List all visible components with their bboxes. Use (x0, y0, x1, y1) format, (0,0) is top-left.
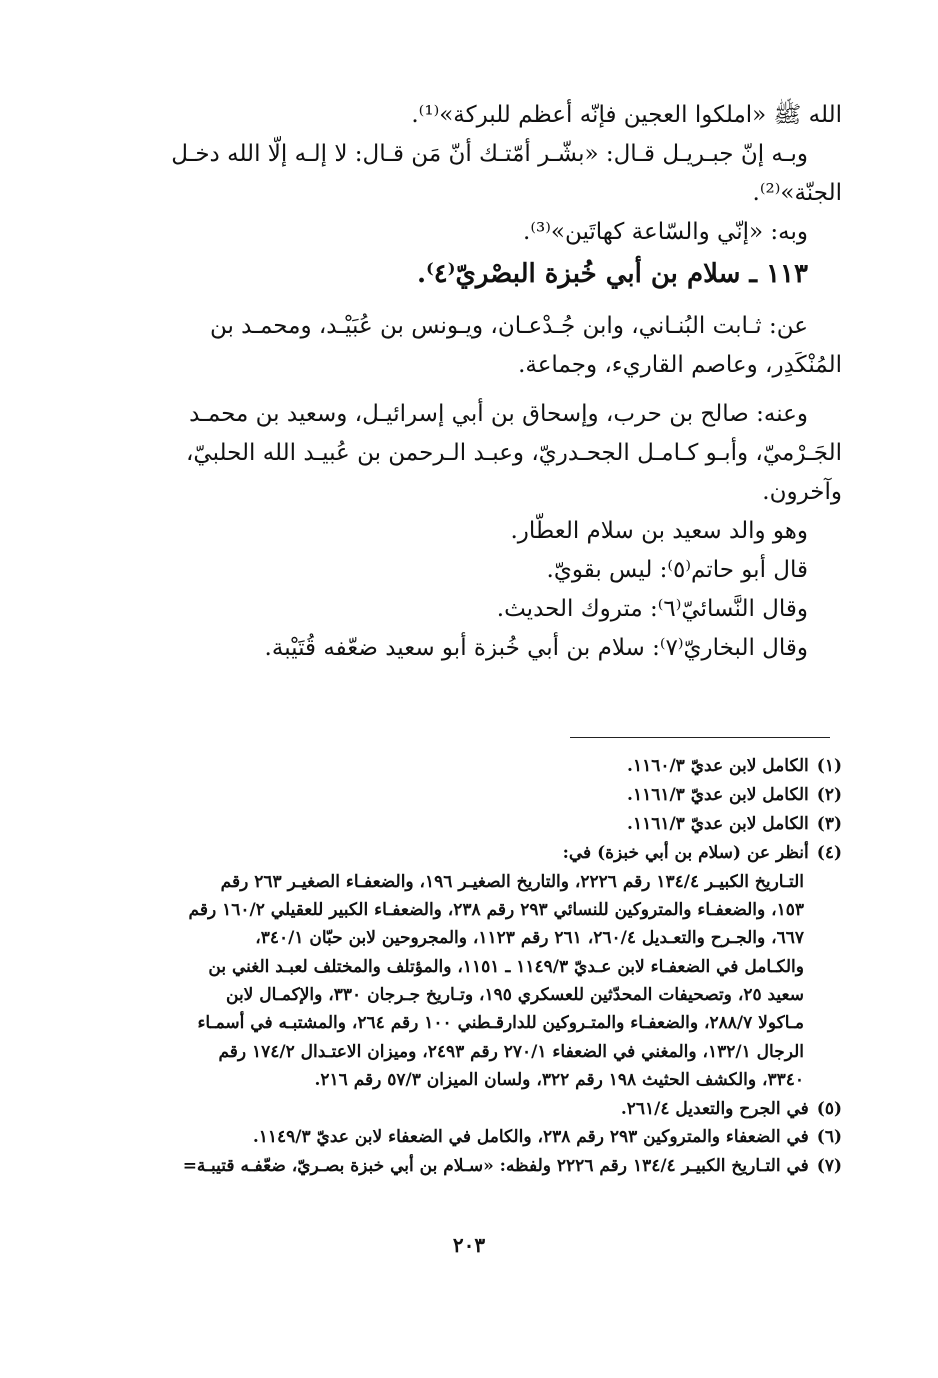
footnote-3 (128, 810, 842, 839)
footnote-number: (٤) (816, 842, 842, 863)
narrators-line-2: الجَـرْميّ، وأبـو كـامـل الجحـدريّ، وعبـد الـرحمن بن عُبيـد الله الحلبيّ، (185, 439, 842, 466)
footnote-number: (٦) (816, 1127, 842, 1148)
entry-heading: ١١٣ ـ سلام بن أبي خُبزة البصْريّ⁽٤⁾. (416, 259, 808, 290)
narrated-from-line-1: عن: ثـابت البُنـاني، وابن جُـدْعـان، ويـونس بن عُبَيْـد، ومحمـد بن (209, 312, 808, 339)
footnote-text: أنظر عن (سلام بن أبي خبزة) في: (562, 842, 809, 863)
footnote-4-line-6: مـاكولا ٢٨٨/٧، والضعفـاء والمتـروكين للدارقـطني ١٠٠ رقم ٢٦٤، والمشتبـه في أسمـاء (197, 1013, 804, 1034)
hadith-line-3: الجنّة»⁽²⁾. (752, 180, 842, 207)
footnote-number: (٧) (816, 1156, 842, 1177)
bukhari-line: وقال البخاريّ⁽٧⁾: سلام بن أبي خُبزة أبو سعيد ضعّفه قُتَيْبة. (264, 635, 808, 662)
footnote-text: في الجرح والتعديل ٢٦١/٤. (620, 1098, 809, 1119)
hadith-line-2: وبـه إنّ جبـريـل قـال: «بشّـر أمّتـك أنّ مَن قـال: لا إلـه إلّا الله دخـل (171, 141, 808, 168)
footnote-4-line-2: ١٥٣، والضعفـاء والمتروكين للنسائي ٢٩٣ رقم ٢٣٨، والضعفـاء الكبير للعقيلي ١٦٠/٢ رقم (188, 899, 804, 920)
father-of-line: وهو والد سعيد بن سلام العطّار. (510, 518, 808, 545)
footnote-1 (128, 752, 842, 781)
hadith-line-1: الله ﷺ «املكوا العجين فإنّه أعظم للبركة»⁽¹⁾. (411, 102, 842, 128)
footnote-4-line-5: سعيد ٢٥، وتصحيفات المحدّثين للعسكري ١٩٥، وتـاريخ جـرجان ٣٣٠، والإكمـال لابن (226, 985, 804, 1006)
footnote-4-line-8: ٣٣٤٠، والكشف الحثيث ١٩٨ رقم ٣٢٢، ولسان الميزان ٥٧/٣ رقم ٢١٦. (314, 1070, 804, 1091)
footnote-divider (570, 737, 830, 738)
footnote-2 (128, 781, 842, 810)
footnote-4 (128, 839, 842, 868)
footnote-text: في الضعفاء والمتروكين ٢٩٣ رقم ٢٣٨، والكامل في الضعفاء لابن عديّ ١١٤٩/٣. (252, 1127, 809, 1148)
footnote-7 (128, 1152, 842, 1181)
footnote-number: (٥) (816, 1098, 842, 1119)
page-number: ٢٠٣ (452, 1233, 486, 1257)
footnote-5 (128, 1095, 842, 1124)
abu-hatim-line: قال أبو حاتم⁽٥⁾: ليس بقويّ. (546, 557, 808, 584)
hadith-line-4: وبه: «إنّي والسّاعة كهاتَين»⁽³⁾. (523, 219, 808, 246)
footnote-4-line-7: الرجال ١٣٢/١، والمغني في الضعفاء ٢٧٠/١ رقم ٢٤٩٣، وميزان الاعتـدال ١٧٤/٢ رقم (218, 1041, 804, 1062)
footnote-text: في التـاريخ الكبيـر ١٣٤/٤ رقم ٢٢٢٦ ولفظه: «سـلام بن أبي خبزة بصـريّ، ضعّفـه قتيبـة= (182, 1156, 809, 1177)
narrators-line-3: وآخرون. (762, 478, 842, 505)
footnotes (128, 752, 842, 1181)
footnote-4-line-4: والكـامل في الضعفـاء لابن عـديّ ١١٤٩/٣ ـ ١١٥١، والمؤتلف والمختلف لعبـد الغني بن (208, 956, 804, 977)
footnote-6 (128, 1123, 842, 1152)
footnote-text: الكامل لابن عديّ ١١٦١/٣. (627, 784, 809, 805)
footnote-text: الكامل لابن عديّ ١١٦٠/٣. (627, 756, 809, 776)
narrated-from-line-2: المُنْكَدِر، وعاصم القاريء، وجماعة. (518, 351, 842, 378)
narrators-line-1: وعنه: صالح بن حرب، وإسحاق بن أبي إسرائيـل، وسعيد بن محمـد (189, 400, 808, 427)
footnote-number: (٢) (816, 784, 842, 805)
footnote-4-line-3: ٦٦٧، والجـرح والتعـديل ٢٦٠/٤، ٢٦١ رقم ١١٢٣، والمجروحين لابن حبّان ٣٤٠/١، (255, 928, 804, 949)
nasai-line: وقال النَّسائيّ⁽٦⁾: متروك الحديث. (496, 596, 808, 623)
main-text (128, 96, 842, 668)
footnote-text: الكامل لابن عديّ ١١٦١/٣. (627, 813, 809, 834)
footnote-4-line-1: التـاريخ الكبيـر ١٣٤/٤ رقم ٢٢٢٦، والتاريخ الصغيـر ١٩٦، والضعفـاء الصغيـر ٢٦٣ رقم (220, 871, 804, 892)
footnote-number: (١) (816, 756, 842, 776)
footnote-number: (٣) (816, 813, 842, 834)
